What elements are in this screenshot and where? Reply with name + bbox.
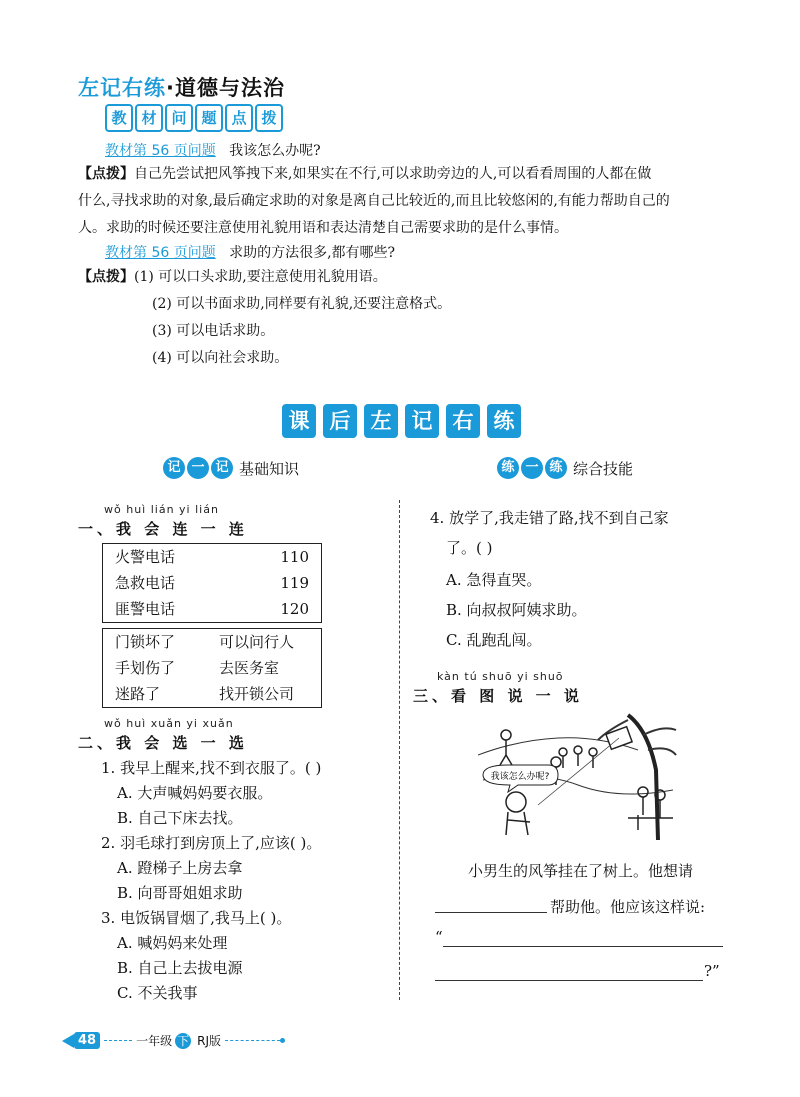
match-right: 120 [280,600,309,618]
tag-char: 记 [163,457,185,479]
part-2-title: 二、我 会 选 一 选 [78,734,248,752]
answer-1 [78,161,728,242]
badge-char: 拨 [255,104,283,132]
hint-item: (3) 可以电话求助。 [152,323,275,339]
match-row [103,544,321,570]
title-char: 记 [405,404,439,438]
brand-dot: · [166,76,175,100]
brand-main: 左记右练 [78,76,166,100]
match-left: 火警电话 [115,548,176,566]
question-text: 求助的方法很多,都有哪些? [229,245,396,261]
question: 2. 羽毛球打到房顶上了,应该( )。 [101,834,322,852]
option: A. 大声喊妈妈要衣服。 [117,784,273,802]
match-left: 急救电话 [115,574,176,592]
part-3-title: 三、看 图 说 一 说 [413,687,583,705]
prompt-line-1: 小男生的风筝挂在了树上。他想请 [468,862,694,880]
answer-2 [78,264,451,372]
prompt-line-2: 帮助他。他应该这样说: [550,898,706,916]
option: C. 不关我事 [117,984,198,1002]
section-title [282,404,521,438]
match-right: 找开锁公司 [219,685,295,703]
footer-dot-icon [280,1038,285,1043]
answer-blank[interactable] [435,912,547,913]
match-right: 可以问行人 [219,633,295,651]
question-4 [430,503,669,655]
hint-line: 什么,寻找求助的对象,最后确定求助的对象是离自己比较近的,而且比较悠闲的,有能力帮助自己的 [78,193,670,209]
match-box-phones [102,543,322,623]
match-right: 119 [280,574,309,592]
hint-tag: 【点拨】 [78,269,134,285]
option: A. 喊妈妈来处理 [117,934,228,952]
answer-line[interactable] [435,980,703,981]
tag-char: 一 [521,457,543,479]
match-row [103,596,321,622]
tag-char: 练 [545,457,567,479]
term-badge: 下 [177,1033,190,1048]
part-1-title: 一、我 会 连 一 连 [78,520,248,538]
choice-questions [101,756,321,1006]
answer-line[interactable] [443,946,723,947]
textbook-ref: 教材第 56 页问题 [105,245,216,261]
page-number: 48 [74,1032,100,1049]
option: A. 急得直哭。 [446,571,542,589]
brand-subject: 道德与法治 [174,76,285,100]
match-row [103,655,321,681]
option: C. 乱跑乱闯。 [446,631,542,649]
section-badge [105,104,283,132]
pinyin: wǒ huì lián yi lián [104,503,219,516]
match-right: 去医务室 [219,659,280,677]
brand-title [78,72,285,102]
match-left: 手划伤了 [115,659,176,677]
match-box-situations [102,628,322,708]
option: B. 向哥哥姐姐求助 [117,884,243,902]
tag-char: 练 [497,457,519,479]
hint-item: (4) 可以向社会求助。 [152,350,289,366]
option: B. 自己下床去找。 [117,809,243,827]
open-quote: “ [435,928,443,946]
badge-char: 教 [105,104,133,132]
close-quote: ?” [704,962,720,980]
question-2 [105,240,395,267]
grade-label: 一年级 [136,1034,173,1048]
hint-item: (1) 可以口头求助,要注意使用礼貌用语。 [134,269,387,285]
column-divider [399,500,400,1000]
match-row [103,570,321,596]
match-right: 110 [280,548,309,566]
edition-label: RJ版 [197,1034,221,1048]
question: 4. 放学了,我走错了路,找不到自己家 [430,509,669,527]
tag-label: 基础知识 [239,459,300,478]
pinyin: kàn tú shuō yi shuō [437,670,564,683]
badge-char: 题 [195,104,223,132]
title-char: 左 [364,404,398,438]
badge-char: 问 [165,104,193,132]
question: 3. 电饭锅冒烟了,我马上( )。 [101,909,292,927]
hint-line: 人。求助的时候还要注意使用礼貌用语和表达清楚自己需要求助的是什么事情。 [78,220,568,236]
skills-tag [497,457,633,479]
title-char: 课 [282,404,316,438]
title-char: 右 [446,404,480,438]
tag-char: 记 [211,457,233,479]
match-left: 门锁坏了 [115,633,176,651]
footer-dash [104,1040,132,1041]
question-text: 我该怎么办呢? [229,143,321,159]
question: 1. 我早上醒来,找不到衣服了。( ) [101,759,322,777]
footer-dash [225,1040,280,1041]
page-footer [62,1032,285,1049]
tag-char: 一 [187,457,209,479]
hint-tag: 【点拨】 [78,166,134,182]
tag-label: 综合技能 [573,459,634,478]
match-row [103,629,321,655]
badge-char: 点 [225,104,253,132]
title-char: 后 [323,404,357,438]
match-left: 迷路了 [115,685,161,703]
match-left: 匪警电话 [115,600,176,618]
speech-bubble-text: 我该怎么办呢? [490,772,550,782]
badge-char: 材 [135,104,163,132]
basic-knowledge-tag [163,457,299,479]
question: 了。( ) [446,539,493,557]
arrow-left-icon [62,1034,74,1048]
option: B. 向叔叔阿姨求助。 [446,601,587,619]
match-row [103,681,321,707]
title-char: 练 [487,404,521,438]
pinyin: wǒ huì xuǎn yi xuǎn [104,717,234,730]
hint-item: (2) 可以书面求助,同样要有礼貌,还要注意格式。 [152,296,452,312]
hint-line: 自己先尝试把风筝拽下来,如果实在不行,可以求助旁边的人,可以看看周围的人都在做 [134,166,652,182]
option: A. 蹬梯子上房去拿 [117,859,243,877]
textbook-ref: 教材第 56 页问题 [105,143,216,159]
kite-illustration [478,710,678,845]
option: B. 自己上去拔电源 [117,959,243,977]
